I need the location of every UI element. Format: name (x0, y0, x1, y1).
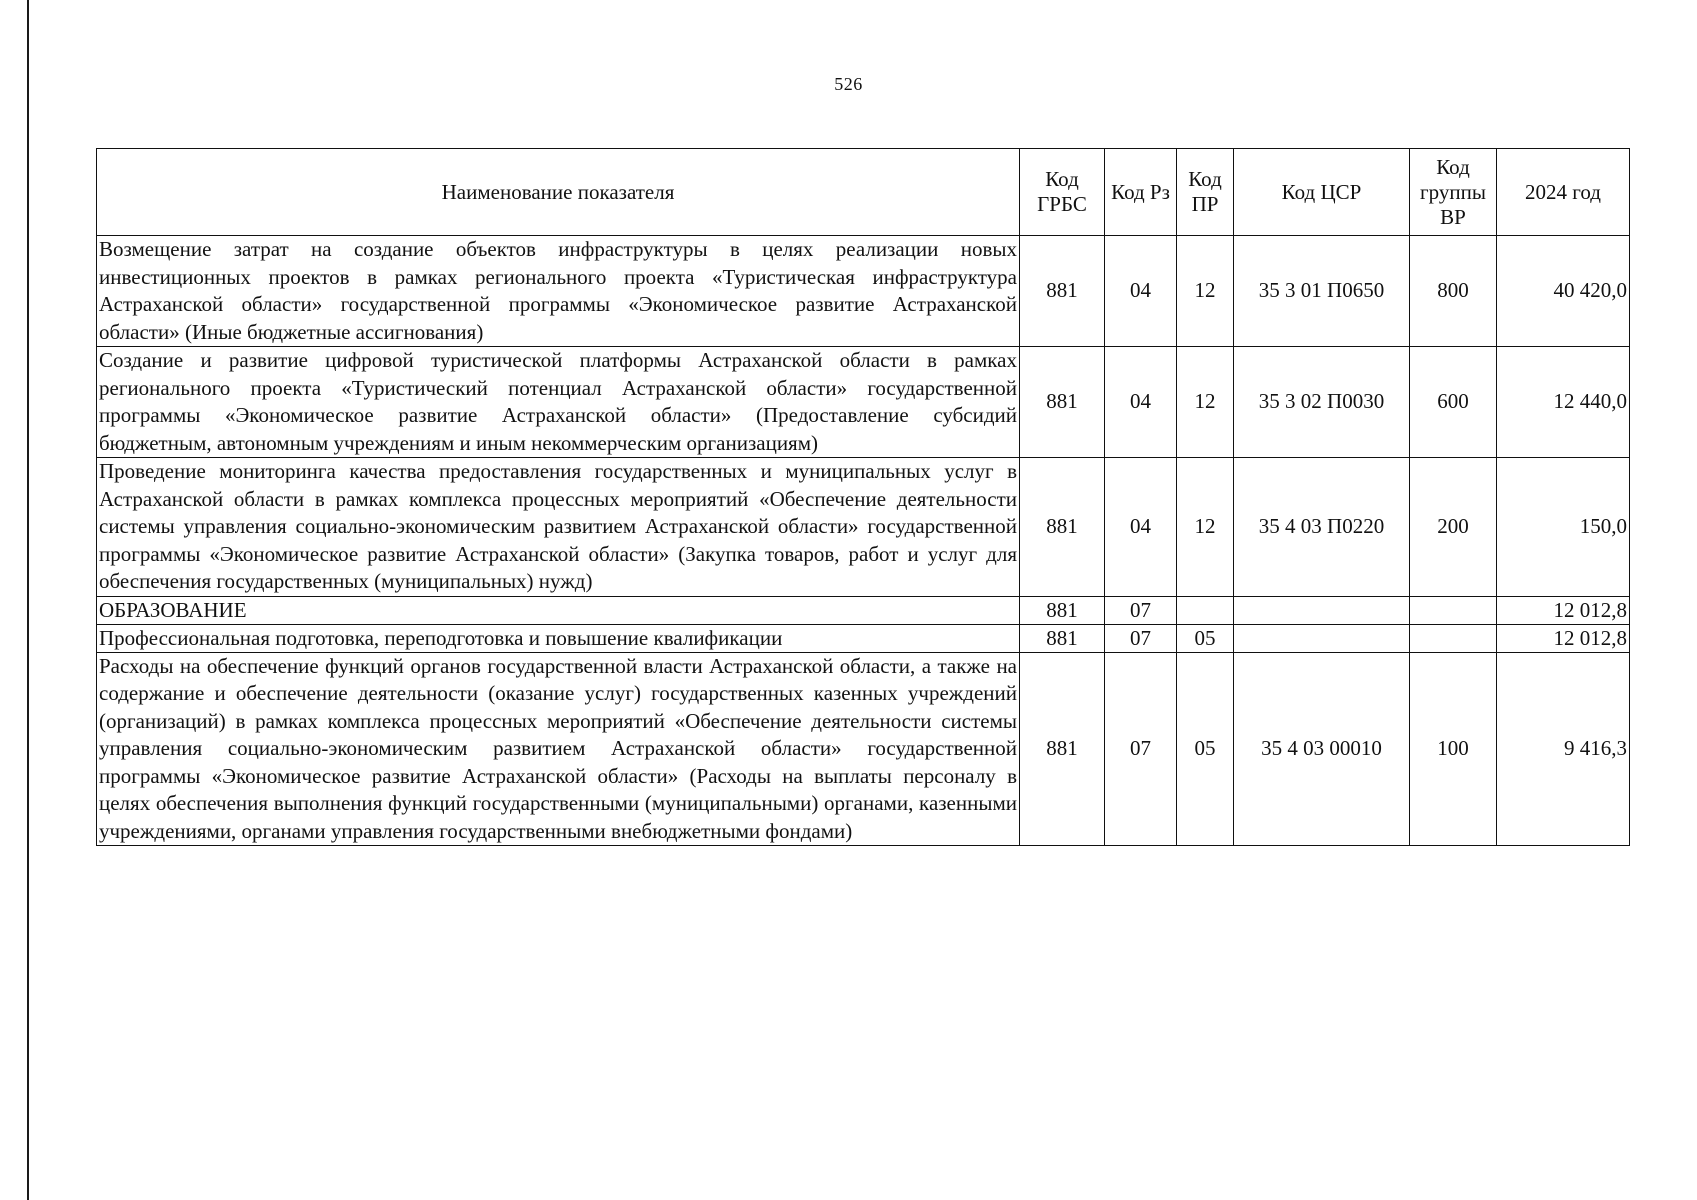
row-csr: 35 4 03 00010 (1234, 652, 1410, 846)
header-pr: Код ПР (1177, 149, 1234, 236)
table-row (97, 596, 1630, 624)
row-vr: 600 (1410, 347, 1497, 458)
row-rz: 04 (1105, 347, 1177, 458)
row-csr (1234, 596, 1410, 624)
row-csr: 35 3 02 П0030 (1234, 347, 1410, 458)
row-vr: 800 (1410, 236, 1497, 347)
row-vr: 100 (1410, 652, 1497, 846)
row-rz: 04 (1105, 236, 1177, 347)
table-row (97, 236, 1630, 347)
header-name: Наименование показателя (97, 149, 1020, 236)
table-row (97, 652, 1630, 846)
row-name: Проведение мониторинга качества предоставления государственных и муниципальных услуг в Астраханской области в рамках комплекса процессных мероприятий «Обеспечение деятельности системы управления социально-экономическим развитием Астраханской области» государственной программы «Экономическое развитие Астраханской области» (Закупка товаров, работ и услуг для обеспечения государственных (муниципальных) нужд) (97, 458, 1020, 597)
row-pr: 05 (1177, 652, 1234, 846)
row-pr: 05 (1177, 624, 1234, 652)
row-grbs: 881 (1020, 624, 1105, 652)
table-header-row (97, 149, 1630, 236)
header-rz: Код Рз (1105, 149, 1177, 236)
row-csr: 35 3 01 П0650 (1234, 236, 1410, 347)
row-name: Профессиональная подготовка, переподготовка и повышение квалификации (97, 624, 1020, 652)
budget-table (96, 148, 1630, 846)
row-vr (1410, 596, 1497, 624)
row-amount: 150,0 (1497, 458, 1630, 597)
row-csr (1234, 624, 1410, 652)
row-vr (1410, 624, 1497, 652)
table-row (97, 347, 1630, 458)
row-vr: 200 (1410, 458, 1497, 597)
row-grbs: 881 (1020, 596, 1105, 624)
header-year: 2024 год (1497, 149, 1630, 236)
page-number: 526 (834, 74, 863, 94)
row-amount: 12 440,0 (1497, 347, 1630, 458)
header-grbs: Код ГРБС (1020, 149, 1105, 236)
table-row (97, 458, 1630, 597)
row-name: Возмещение затрат на создание объектов инфраструктуры в целях реализации новых инвестиционных проектов в рамках регионального проекта «Туристическая инфраструктура Астраханской области» государственной программы «Экономическое развитие Астраханской области» (Иные бюджетные ассигнования) (97, 236, 1020, 347)
row-pr: 12 (1177, 347, 1234, 458)
row-csr: 35 4 03 П0220 (1234, 458, 1410, 597)
row-grbs: 881 (1020, 652, 1105, 846)
row-name: Расходы на обеспечение функций органов государственной власти Астраханской области, а также на содержание и обеспечение деятельности (оказание услуг) государственных казенных учреждений (организаций) в рамках комплекса процессных мероприятий «Обеспечение деятельности системы управления социально-экономическим развитием Астраханской области» государственной программы «Экономическое развитие Астраханской области» (Расходы на выплаты персоналу в целях обеспечения выполнения функций государственными (муниципальными) органами, казенными учреждениями, органами управления государственными внебюджетными фондами) (97, 652, 1020, 846)
row-pr: 12 (1177, 236, 1234, 347)
row-rz: 07 (1105, 624, 1177, 652)
row-amount: 12 012,8 (1497, 624, 1630, 652)
row-pr: 12 (1177, 458, 1234, 597)
row-grbs: 881 (1020, 236, 1105, 347)
row-rz: 07 (1105, 652, 1177, 846)
row-grbs: 881 (1020, 458, 1105, 597)
header-vr: Код группы ВР (1410, 149, 1497, 236)
row-amount: 12 012,8 (1497, 596, 1630, 624)
row-amount: 9 416,3 (1497, 652, 1630, 846)
row-name: Создание и развитие цифровой туристической платформы Астраханской области в рамках регионального проекта «Туристический потенциал Астраханской области» государственной программы «Экономическое развитие Астраханской области» (Предоставление субсидий бюджетным, автономным учреждениям и иным некоммерческим организациям) (97, 347, 1020, 458)
table-row (97, 624, 1630, 652)
header-csr: Код ЦСР (1234, 149, 1410, 236)
page-binding-edge (27, 0, 29, 1200)
row-grbs: 881 (1020, 347, 1105, 458)
row-pr (1177, 596, 1234, 624)
row-rz: 07 (1105, 596, 1177, 624)
row-amount: 40 420,0 (1497, 236, 1630, 347)
row-rz: 04 (1105, 458, 1177, 597)
row-name: ОБРАЗОВАНИЕ (97, 596, 1020, 624)
